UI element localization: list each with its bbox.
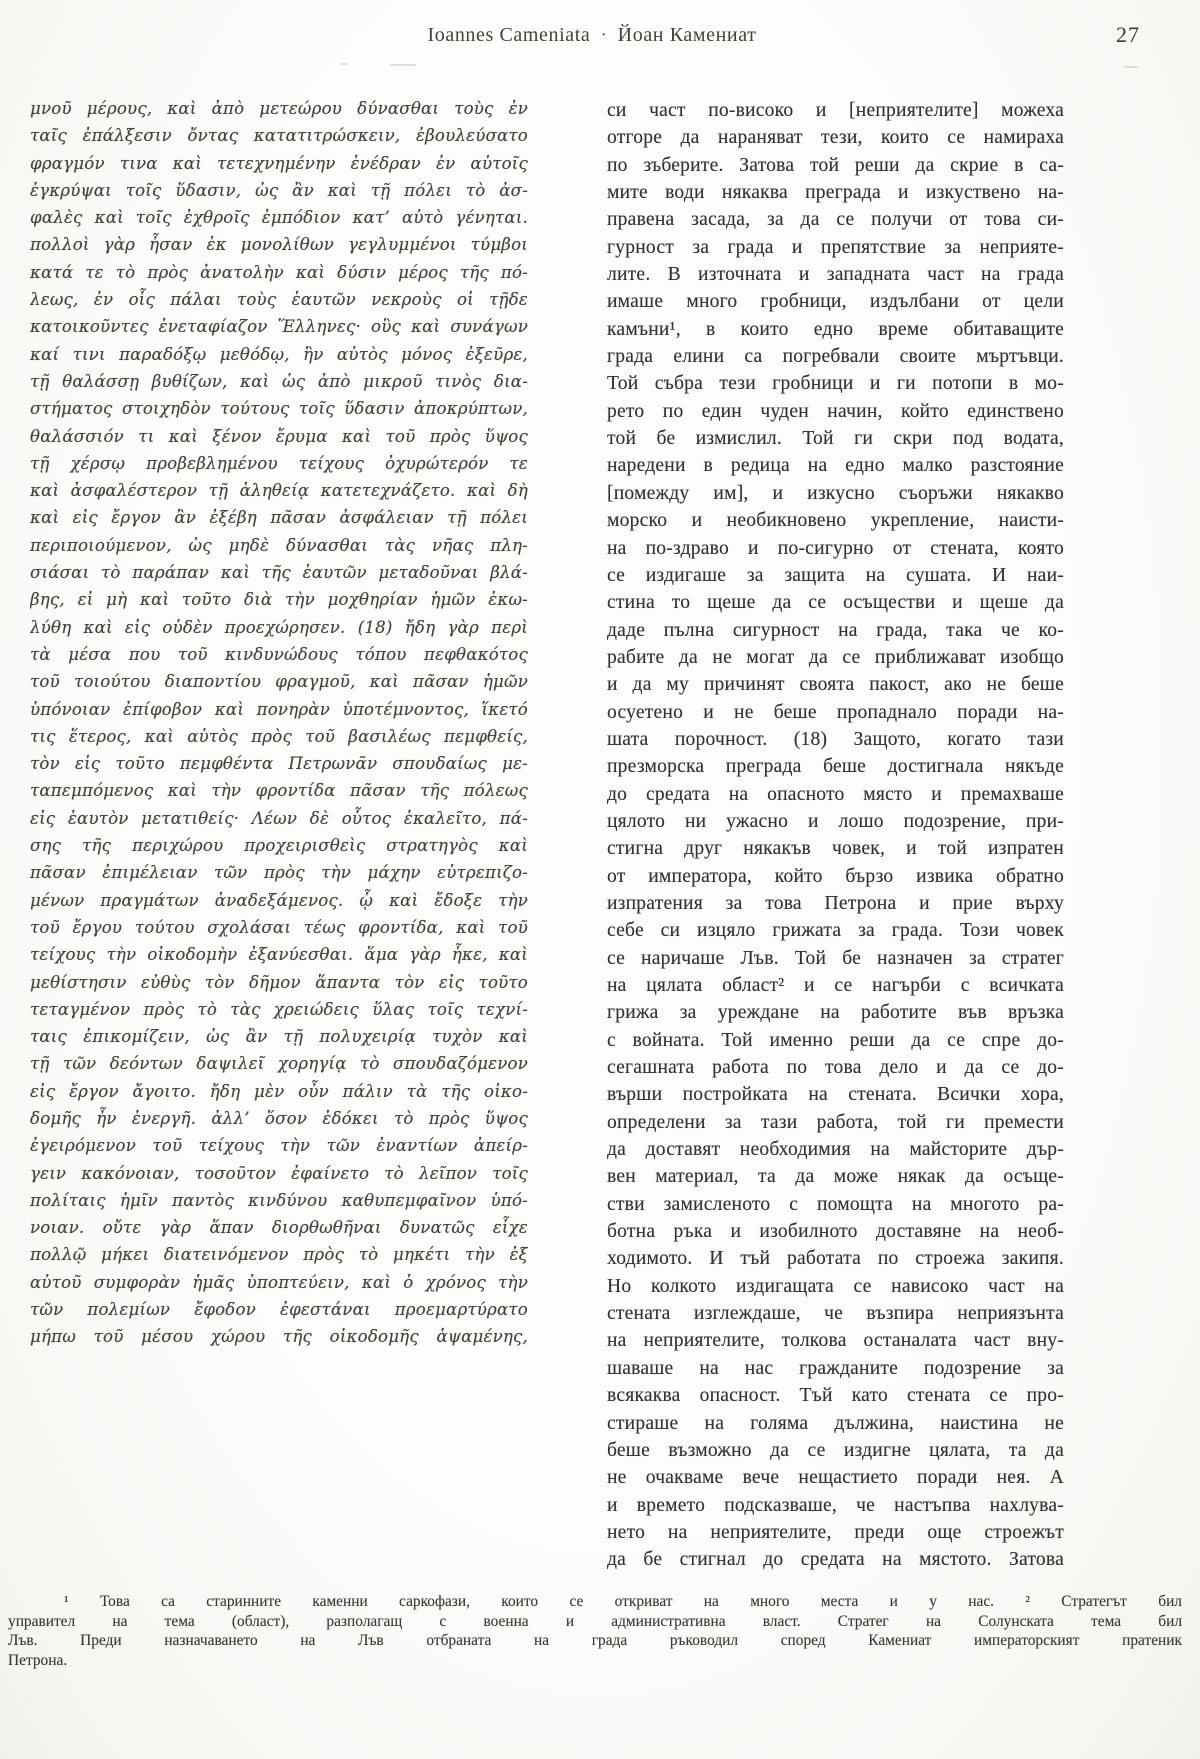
bulgarian-text-line: и да му причинят своята пакост, ако не беше bbox=[607, 674, 1064, 696]
bulgarian-text-line: с войната. Той именно реши да се спре до- bbox=[607, 1029, 1064, 1051]
bulgarian-text-line: изпратения за това Петрона и прие върху bbox=[607, 892, 1064, 914]
greek-text-line: φαλὲς καὶ τοῖς ἐχθροῖς ἐμπόδιον κατ’ αὐτὸ γένηται. bbox=[30, 208, 528, 228]
bulgarian-text-line: гурност за града и препятствие за неприяте- bbox=[607, 236, 1064, 258]
greek-text-column bbox=[30, 95, 528, 1351]
bulgarian-text-line: той бе измислил. Той ги скри под водата, bbox=[607, 428, 1064, 450]
greek-text-line: ταῖς ἐπάλξεσιν ὄντας κατατιτρώσκειν, ἐβουλεύσατο bbox=[30, 126, 528, 146]
bulgarian-text-line: беше възможно да се издигне цялата, та да bbox=[607, 1439, 1064, 1461]
bulgarian-text-line: на неприятелите, толкова останалата част вну- bbox=[607, 1330, 1064, 1352]
bulgarian-text-line: Той събра тези гробници и ги потопи в мо- bbox=[607, 373, 1064, 395]
bulgarian-text-line: стигна друг някакъв човек, и той изпратен bbox=[607, 838, 1064, 860]
greek-text-line: μνοῦ μέρους, καὶ ἀπὸ μετεώρου δύνασθαι τοὺς ἐν bbox=[30, 99, 528, 118]
bulgarian-text-line: отгоре да нараняват тези, които се намираха bbox=[607, 127, 1064, 149]
greek-text-line: πολλοὶ γὰρ ἦσαν ἐκ μονολίθων γεγλυμμένοι τύμβοι bbox=[30, 235, 528, 255]
greek-text-line: περιποιούμενον, ὡς μηδὲ δύνασθαι τὰς νῆας πλη- bbox=[30, 535, 528, 555]
bulgarian-text-line: шаваше на нас гражданите подозрение за bbox=[607, 1357, 1064, 1379]
page-number: 27 bbox=[1116, 22, 1140, 47]
scan-artifact bbox=[340, 63, 348, 65]
bulgarian-text-line: себе си изцяло грижата за града. Този човек bbox=[607, 920, 1064, 942]
greek-text-line: πᾶσαν ἐπιμέλειαν τῶν πρὸς τὴν μάχην εὐτρεπιζο- bbox=[30, 863, 528, 883]
bulgarian-text-line: даде пълна сигурност на града, така че ко- bbox=[607, 619, 1064, 641]
greek-text-line: εἰς ἔργον ἄγοιτο. ἤδη μὲν οὖν πάλιν τὰ τῆς οἰκο- bbox=[30, 1081, 528, 1101]
footnote-line: Лъв. Преди назначаването на Лъв отбраната на града ръководил според Камениат императорският пратеник bbox=[8, 1632, 1182, 1650]
greek-text-line: ἐγκρύψαι τοῖς ὕδασιν, ὡς ἂν καὶ τῇ πόλει τὸ ἀσ- bbox=[30, 180, 528, 200]
bulgarian-text-line: по зъберите. Затова той реши да скрие в са- bbox=[607, 154, 1064, 176]
bulgarian-text-line: наредени в редица на едно малко разстояние bbox=[607, 455, 1064, 477]
greek-text-line: τείχους τὴν οἰκοδομὴν ἐξανύεσθαι. ἅμα γὰρ ἧκε, καὶ bbox=[30, 945, 528, 965]
bulgarian-text-line: рето по един чуден начин, който единствено bbox=[607, 400, 1064, 422]
bulgarian-text-line: [помежду им], и изкусно съоръжи някакво bbox=[607, 482, 1064, 504]
bulgarian-text-line: си част по-високо и [неприятелите] можеха bbox=[607, 100, 1064, 121]
bulgarian-text-line: грижа за уреждане на работите във връзка bbox=[607, 1002, 1064, 1024]
greek-text-line: τεταγμένον πρὸς τὸ τὰς χρειώδεις ὕλας τοῖς τεχνί- bbox=[30, 999, 528, 1019]
footnotes-block bbox=[8, 1592, 1182, 1670]
greek-text-line: ὑπόνοιαν ἐπίφοβον καὶ πονηρὰν ὑποτέμνοντος, ἵκετό bbox=[30, 699, 528, 719]
bulgarian-text-line: морско и необикновено укрепление, наисти- bbox=[607, 510, 1064, 532]
greek-text-line: μήπω τοῦ μέσου χώρου τῆς οἰκοδομῆς ἁψαμένης, bbox=[30, 1327, 528, 1347]
greek-text-line: θαλάσσιόν τι καὶ ξένον ἔρυμα καὶ τοῦ πρὸς ὕψος bbox=[30, 426, 528, 446]
greek-text-line: πολλῷ μήκει διατεινόμενον πρὸς τὸ μηκέτι τὴν ἐξ bbox=[30, 1245, 528, 1265]
bulgarian-text-line: презморска преграда беше достигнала някъде bbox=[607, 756, 1064, 778]
greek-text-line: τοῦ τοιούτου διαποντίου φραγμοῦ, καὶ πᾶσαν ἡμῶν bbox=[30, 672, 528, 692]
greek-text-line: τοῦ ἔργου τούτου σχολάσαι τέως φροντίδα, καὶ τοῦ bbox=[30, 917, 528, 937]
greek-text-line: βης, εἰ μὴ καὶ τοῦτο διὰ τὴν μοχθηρίαν ἡμῶν ἐκω- bbox=[30, 590, 528, 610]
greek-text-line: καί τινι παραδόξῳ μεθόδῳ, ἣν αὐτὸς μόνος ἐξεῦρε, bbox=[30, 344, 528, 364]
bulgarian-text-line: сегашната работа по това дело и да се до- bbox=[607, 1057, 1064, 1079]
greek-text-line: τῇ χέρσῳ προβεβλημένου τείχους ὀχυρώτερόν τε bbox=[30, 453, 528, 473]
greek-text-line: λύθη καὶ εἰς οὐδὲν προεχώρησεν. (18) ἤδη γὰρ περὶ bbox=[30, 617, 528, 637]
bulgarian-text-line: не очакваме вече нещастието поради нея. А bbox=[607, 1467, 1064, 1489]
greek-text-line: στήματος στοιχηδὸν τούτους τοῖς ὕδασιν ἀποκρύπτων, bbox=[30, 399, 528, 419]
greek-text-line: αὐτοῦ συμφορὰν ἡμᾶς ὑποπτεύειν, καὶ ὁ χρόνος τὴν bbox=[30, 1272, 528, 1292]
bulgarian-text-line: стената изглеждаше, че възпира неприязънта bbox=[607, 1303, 1064, 1325]
bulgarian-text-line: ходимото. И тъй работата по строежа закипя. bbox=[607, 1248, 1064, 1270]
bulgarian-text-line: стина то щеше да се осъществи и щеше да bbox=[607, 592, 1064, 614]
bulgarian-text-line: на цялата област² и се нагърби с всичката bbox=[607, 975, 1064, 996]
bulgarian-text-column bbox=[607, 97, 1064, 1574]
bulgarian-text-line: се издигаше за защита на сушата. И наи- bbox=[607, 564, 1064, 586]
bulgarian-text-line: ботна ръка и изобилното доставяне на необ- bbox=[607, 1221, 1064, 1243]
bulgarian-text-line: рабите да не могат да се приближават изобщо bbox=[607, 646, 1064, 668]
page-header bbox=[0, 24, 1184, 47]
greek-text-line: τῇ τῶν δεόντων δαψιλεῖ χορηγίᾳ τὸ σπουδαζόμενον bbox=[30, 1054, 528, 1074]
bulgarian-text-line: цялото ни ужасно и лошо подозрение, при- bbox=[607, 810, 1064, 832]
greek-text-line: φραγμόν τινα καὶ τετεχνημένην ἐνέδραν ἐν αὐτοῖς bbox=[30, 153, 528, 173]
footnote-line: Петрона. bbox=[8, 1651, 68, 1669]
bulgarian-text-line: и времето подсказваше, че настъпва нахлува- bbox=[607, 1494, 1064, 1516]
greek-text-line: καὶ ἀσφαλέστερον τῇ ἀληθείᾳ κατετεχνάζετο. καὶ δὴ bbox=[30, 481, 528, 501]
bulgarian-text-line: правена засада, за да се получи от това си- bbox=[607, 209, 1064, 231]
bulgarian-text-line: върши постройката на стената. Всички хора, bbox=[607, 1084, 1064, 1106]
bulgarian-text-line: камъни¹, в които едно време обитаващите bbox=[607, 318, 1064, 340]
bulgarian-text-line: осуетено и не беше пропаднало поради на- bbox=[607, 701, 1064, 723]
greek-text-line: πολίταις ἡμῖν παντὸς κινδύνου καθυπεμφαῖνον ὑπό- bbox=[30, 1190, 528, 1210]
bulgarian-text-line: от императора, който бързо извика обратно bbox=[607, 865, 1064, 887]
footnote-line: ¹ Това са старинните каменни саркофази, които се откриват на много места и у нас. ² Стратегът бил bbox=[64, 1593, 1182, 1610]
footnote-line: управител на тема (област), разполагащ с военна и административна власт. Стратег на Солунската тема бил bbox=[8, 1612, 1182, 1630]
greek-text-line: ἐγειρόμενον τοῦ τείχους τὴν τῶν ἐναντίων ἀπείρ- bbox=[30, 1136, 528, 1156]
greek-text-line: τῶν πολεμίων ἔφοδον ἐφεστάναι προεμαρτύρατο bbox=[30, 1300, 528, 1320]
greek-text-line: γειν κακόνοιαν, τοσοῦτον ἐφαίνετο τὸ λεῖπον τοῖς bbox=[30, 1163, 528, 1183]
greek-text-line: μεθίστησιν εὐθὺς τὸν δῆμον ἅπαντα τὸν εἰς τοῦτο bbox=[30, 972, 528, 992]
greek-text-line: κατοικοῦντες ἐνεταφίαζον Ἕλληνες· οὓς καὶ συνάγων bbox=[30, 317, 528, 337]
bulgarian-text-line: вен материал, та да може някак да осъще- bbox=[607, 1166, 1064, 1188]
greek-text-line: τὰ μέσα που τοῦ κινδυνώδους τόπου πεφθακότος bbox=[30, 644, 528, 664]
greek-text-line: μένων πραγμάτων ἀναδεξάμενος. ᾧ καὶ ἔδοξε τὴν bbox=[30, 890, 528, 910]
greek-text-line: εἰς ἑαυτὸν μετατιθείς· Λέων δὲ οὗτος ἐκαλεῖτο, πά- bbox=[30, 808, 528, 828]
header-separator: · bbox=[600, 24, 608, 46]
greek-text-line: ταπεμπόμενος καὶ τὴν φροντίδα πᾶσαν τῆς πόλεως bbox=[30, 781, 528, 801]
greek-text-line: σιάσαι τὸ παράπαν καὶ τῆς ἑαυτῶν μεταδοῦναι βλά- bbox=[30, 563, 528, 583]
greek-text-line: ταις ἐπικομίζειν, ὡς ἂν τῇ πολυχειρίᾳ τυχὸν καὶ bbox=[30, 1027, 528, 1047]
greek-text-line: καὶ εἰς ἔργον ἂν ἐξέβη πᾶσαν ἀσφάλειαν τῇ πόλει bbox=[30, 508, 528, 528]
greek-text-line: κατά τε τὸ πρὸς ἀνατολὴν καὶ δύσιν μέρος τῆς πό- bbox=[30, 262, 528, 282]
bulgarian-text-line: Но колкото издигащата се нависоко част на bbox=[607, 1275, 1064, 1297]
scan-artifact bbox=[390, 64, 416, 66]
greek-text-line: δομῆς ἦν ἐνεργῆ. ἀλλ’ ὅσον ἐδόκει τὸ πρὸς ὕψος bbox=[30, 1108, 528, 1128]
header-title-latin: Ioannes Cameniata bbox=[427, 24, 591, 46]
bulgarian-text-line: имаше много гробници, издълбани от цели bbox=[607, 291, 1064, 313]
greek-text-line: νοιαν. οὔτε γὰρ ἅπαν διορθωθῆναι δυνατῶς εἶχε bbox=[30, 1218, 528, 1238]
greek-text-line: τὸν εἰς τοῦτο πεμφθέντα Πετρωνᾶν σπουδαίως με- bbox=[30, 754, 528, 774]
header-title-cyrillic: Йоан Камениат bbox=[617, 24, 757, 46]
bulgarian-text-line: нето на неприятелите, преди още строежът bbox=[607, 1521, 1064, 1543]
bulgarian-text-line: мите води някаква преграда и изкуствено на- bbox=[607, 182, 1064, 204]
greek-text-line: σης τῆς περιχώρου προχειρισθεὶς στρατηγὸς καὶ bbox=[30, 836, 528, 856]
greek-text-line: τις ἕτερος, καὶ αὐτὸς πρὸς τοῦ βασιλέως πεμφθείς, bbox=[30, 726, 528, 746]
bulgarian-text-line: определени за тази работа, той ги премести bbox=[607, 1111, 1064, 1133]
bulgarian-text-line: на по-здраво и по-сигурно от стената, която bbox=[607, 537, 1064, 559]
bulgarian-text-line: всякаква опасност. Тъй като стената се про- bbox=[607, 1385, 1064, 1407]
bulgarian-text-line: лите. В източната и западната част на града bbox=[607, 264, 1064, 286]
bulgarian-text-line: стви замисленото с помощта на многото ра- bbox=[607, 1193, 1064, 1215]
bulgarian-text-line: да доставят необходимия на майсторите дър- bbox=[607, 1139, 1064, 1161]
bulgarian-text-line: се наричаше Лъв. Той бе назначен за стратег bbox=[607, 947, 1064, 969]
scan-artifact bbox=[1124, 66, 1138, 68]
greek-text-line: λεως, ἐν οἷς πάλαι τοὺς ἑαυτῶν νεκροὺς οἱ τῇδε bbox=[30, 290, 528, 310]
bulgarian-text-line: до средата на опасното място и премахваше bbox=[607, 783, 1064, 805]
bulgarian-text-line: града елини са погребвали своите мъртъвци. bbox=[607, 346, 1064, 368]
bulgarian-text-line: да бе стигнал до средата на мястото. Затова bbox=[607, 1549, 1064, 1571]
bulgarian-text-line: шата порочност. (18) Защото, когато тази bbox=[607, 728, 1064, 750]
bulgarian-text-line: стираше на голяма дължина, наистина не bbox=[607, 1412, 1064, 1434]
greek-text-line: τῇ θαλάσσῃ βυθίζων, καὶ ὡς ἀπὸ μικροῦ τινὸς δια- bbox=[30, 371, 528, 391]
